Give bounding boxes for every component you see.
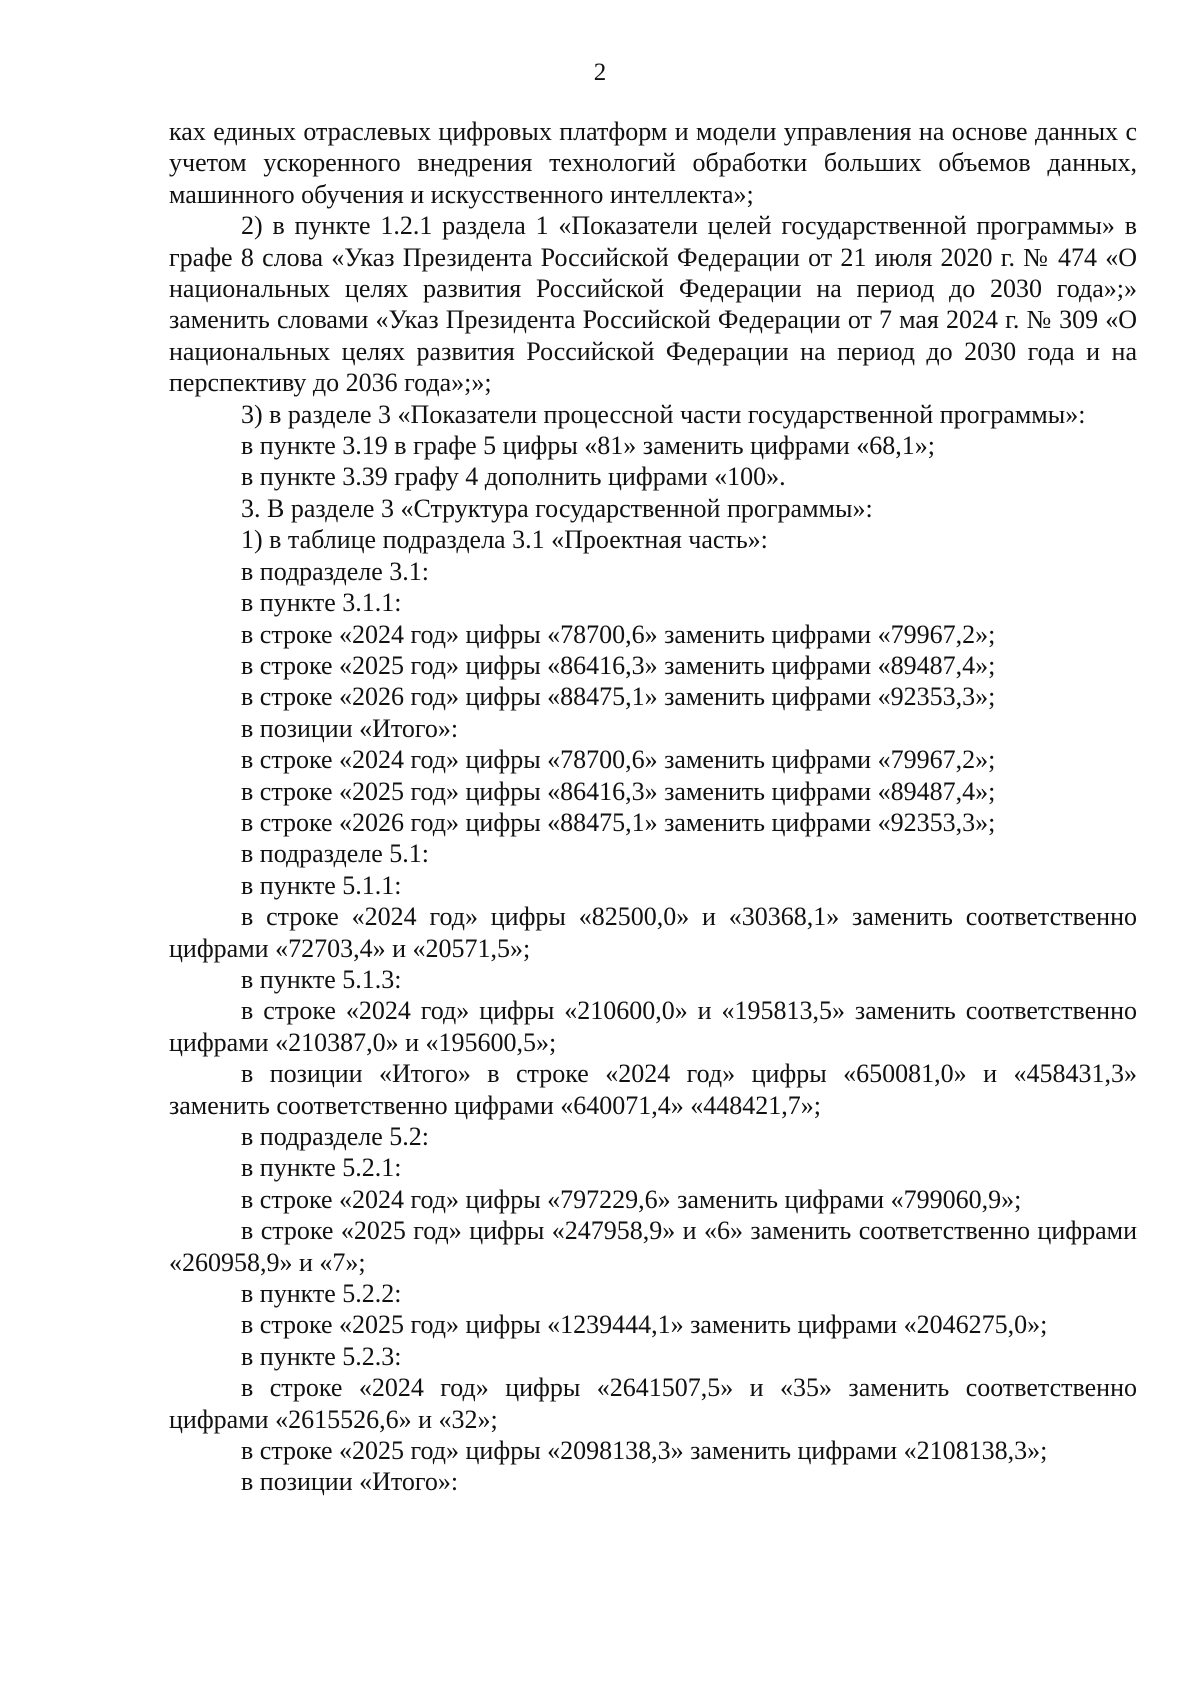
paragraph-item: в строке «2024 год» цифры «2641507,5» и «35» заменить соответственно цифрами «2615526,6» и «32»; [169,1373,1137,1434]
line-item: в пункте 3.1.1: [241,588,402,618]
paragraph-item-3: 3) в разделе 3 «Показатели процессной части государственной программы»: [241,399,1086,429]
line-item: в строке «2025 год» цифры «1239444,1» заменить цифрами «2046275,0»; [241,1310,1048,1340]
line-item: в пункте 5.1.3: [241,964,402,994]
document-body [169,116,1137,1498]
paragraph-item-2: 2) в пункте 1.2.1 раздела 1 «Показатели целей государственной программы» в графе 8 слова «Указ Президента Российской Федерации от 21 июля 2020 г. № 474 «О национальных целях развития Российской Федерации на период до 2030 года»;» заменить словами «Указ Президента Российской Федерации от 7 мая 2024 г. № 309 «О национальных целях развития Российской Федерации на период до 2030 года и на перспективу до 2036 года»;»; [169,211,1137,398]
paragraph-item: в строке «2025 год» цифры «247958,9» и «6» заменить соответственно цифрами «260958,9» и «7»; [169,1216,1137,1277]
line-item: в строке «2024 год» цифры «78700,6» заменить цифрами «79967,2»; [241,745,996,775]
line-item: в пункте 3.19 в графе 5 цифры «81» заменить цифрами «68,1»; [241,431,935,461]
paragraph-item: в строке «2024 год» цифры «210600,0» и «195813,5» заменить соответственно цифрами «210387,0» и «195600,5»; [169,996,1137,1057]
line-item: в строке «2024 год» цифры «78700,6» заменить цифрами «79967,2»; [241,619,996,649]
paragraph-item: в строке «2024 год» цифры «82500,0» и «30368,1» заменить соответственно цифрами «72703,4» и «20571,5»; [169,902,1137,963]
line-item: в строке «2026 год» цифры «88475,1» заменить цифрами «92353,3»; [241,682,996,712]
line-item: в строке «2025 год» цифры «86416,3» заменить цифрами «89487,4»; [241,776,996,806]
line-item: в пункте 3.39 графу 4 дополнить цифрами «100». [241,462,786,492]
paragraph-item: в позиции «Итого» в строке «2024 год» цифры «650081,0» и «458431,3» заменить соответственно цифрами «640071,4» «448421,7»; [169,1059,1137,1120]
line-item: в пункте 5.1.1: [241,870,402,900]
line-item: в позиции «Итого»: [241,713,459,743]
line-item: в пункте 5.2.3: [241,1341,402,1371]
line-item: в подразделе 5.1: [241,839,430,869]
paragraph-continuation: ках единых отраслевых цифровых платформ и модели управления на основе данных с учетом ускоренного внедрения технологий обработки больших объемов данных, машинного обучения и искусственного интеллекта»; [169,117,1137,209]
line-item: в подразделе 3.1: [241,556,430,586]
line-item: в строке «2025 год» цифры «2098138,3» заменить цифрами «2108138,3»; [241,1436,1048,1466]
line-item: в пункте 5.2.2: [241,1279,402,1309]
section-heading-3: 3. В разделе 3 «Структура государственной программы»: [241,493,873,523]
line-item: в строке «2026 год» цифры «88475,1» заменить цифрами «92353,3»; [241,807,996,837]
line-item: 1) в таблице подраздела 3.1 «Проектная часть»: [241,525,768,555]
line-item: в подразделе 5.2: [241,1122,430,1151]
page-number: 2 [593,59,607,86]
line-item: в пункте 5.2.1: [241,1153,402,1183]
line-item: в строке «2024 год» цифры «797229,6» заменить цифрами «799060,9»; [241,1184,1022,1214]
line-item: в позиции «Итого»: [241,1467,459,1497]
line-item: в строке «2025 год» цифры «86416,3» заменить цифрами «89487,4»; [241,650,996,680]
